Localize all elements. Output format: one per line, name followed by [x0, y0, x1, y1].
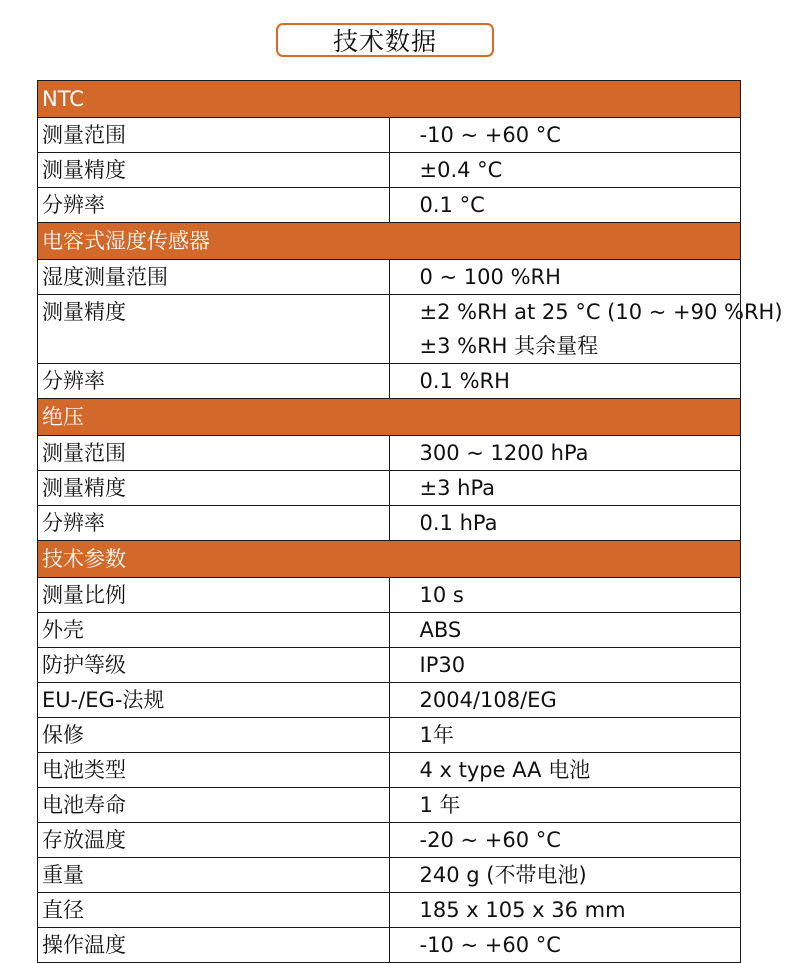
row-label: 防护等级	[38, 648, 390, 683]
table-row	[38, 753, 741, 788]
section-header-ntc	[38, 81, 741, 118]
section-title: NTC	[38, 81, 741, 118]
row-value: 1 年	[389, 788, 741, 823]
row-value: -10 ~ +60 °C	[389, 928, 741, 963]
row-label: 测量精度	[38, 295, 390, 364]
row-label: 湿度测量范围	[38, 260, 390, 295]
row-value: 185 x 105 x 36 mm	[389, 893, 741, 928]
table-row	[38, 858, 741, 893]
table-row	[38, 153, 741, 188]
row-value: 1年	[389, 718, 741, 753]
row-label: 存放温度	[38, 823, 390, 858]
section-title: 电容式湿度传感器	[38, 223, 741, 260]
row-value: -10 ~ +60 °C	[389, 118, 741, 153]
row-value: ABS	[389, 613, 741, 648]
table-row	[38, 578, 741, 613]
row-label: 重量	[38, 858, 390, 893]
row-value-line: ±2 %RH at 25 °C (10 ~ +90 %RH)	[419, 300, 783, 324]
table-row	[38, 823, 741, 858]
table-row	[38, 718, 741, 753]
row-value: 300 ~ 1200 hPa	[389, 436, 741, 471]
table-row	[38, 788, 741, 823]
row-value: 10 s	[389, 578, 741, 613]
table-row	[38, 260, 741, 295]
row-label: EU-/EG-法规	[38, 683, 390, 718]
table-row	[38, 118, 741, 153]
row-label: 测量范围	[38, 436, 390, 471]
table-row	[38, 683, 741, 718]
table-row	[38, 471, 741, 506]
table-row	[38, 188, 741, 223]
page-title: 技术数据	[276, 23, 494, 57]
section-header-pressure	[38, 399, 741, 436]
row-label: 保修	[38, 718, 390, 753]
row-label: 电池寿命	[38, 788, 390, 823]
table-row	[38, 295, 741, 364]
row-label: 分辨率	[38, 188, 390, 223]
row-value: ±0.4 °C	[389, 153, 741, 188]
section-header-humidity	[38, 223, 741, 260]
row-value: 0.1 %RH	[389, 364, 741, 399]
row-value: 0.1 hPa	[389, 506, 741, 541]
row-label: 分辨率	[38, 364, 390, 399]
row-label: 直径	[38, 893, 390, 928]
row-label: 测量比例	[38, 578, 390, 613]
row-value: IP30	[389, 648, 741, 683]
row-value: 0.1 °C	[389, 188, 741, 223]
row-value-line: ±3 %RH 其余量程	[419, 334, 599, 358]
row-label: 分辨率	[38, 506, 390, 541]
row-label: 操作温度	[38, 928, 390, 963]
section-title: 技术参数	[38, 541, 741, 578]
table-row	[38, 648, 741, 683]
row-value: ±3 hPa	[389, 471, 741, 506]
section-header-tech	[38, 541, 741, 578]
section-title: 绝压	[38, 399, 741, 436]
row-label: 测量范围	[38, 118, 390, 153]
table-row	[38, 506, 741, 541]
table-row	[38, 364, 741, 399]
table-row	[38, 613, 741, 648]
row-value: 0 ~ 100 %RH	[389, 260, 741, 295]
row-value-multiline	[389, 295, 783, 364]
row-label: 外壳	[38, 613, 390, 648]
spec-table	[37, 80, 783, 963]
row-value: 2004/108/EG	[389, 683, 741, 718]
table-row	[38, 893, 741, 928]
row-value: 240 g (不带电池)	[389, 858, 741, 893]
row-value: -20 ~ +60 °C	[389, 823, 741, 858]
row-label: 测量精度	[38, 471, 390, 506]
row-label: 电池类型	[38, 753, 390, 788]
table-row	[38, 436, 741, 471]
row-value: 4 x type AA 电池	[389, 753, 741, 788]
table-row	[38, 928, 741, 963]
row-label: 测量精度	[38, 153, 390, 188]
